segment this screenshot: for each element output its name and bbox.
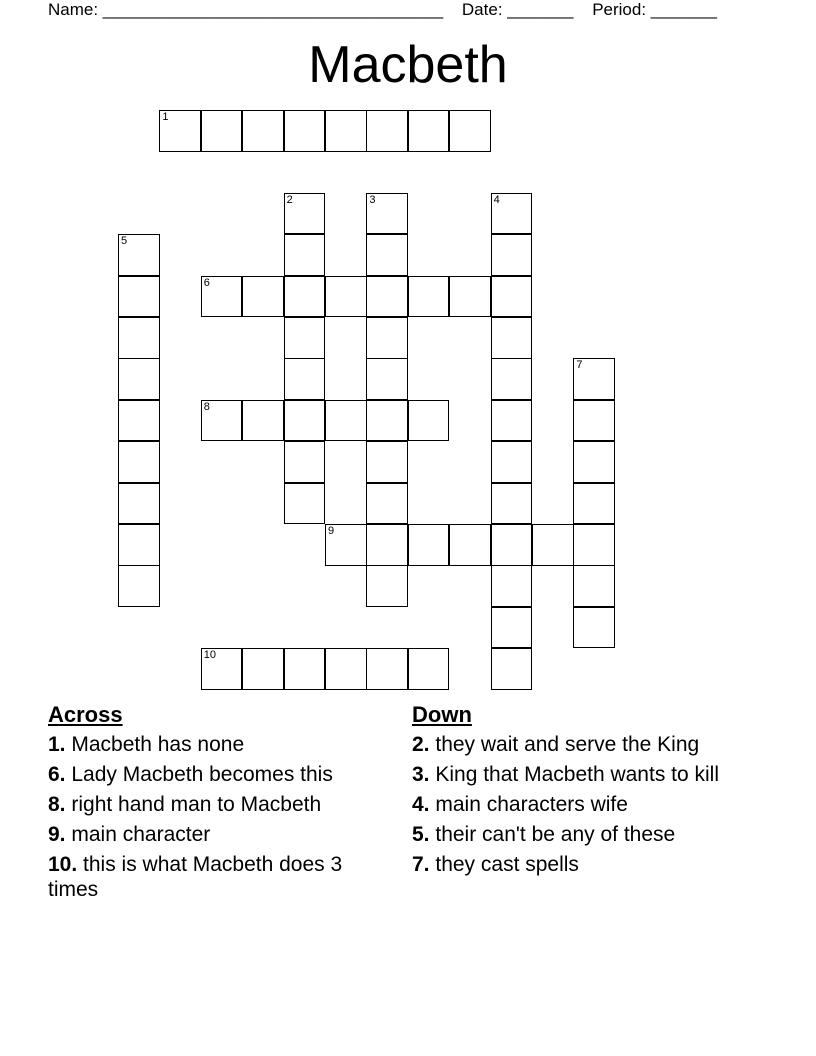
grid-cell[interactable] (532, 524, 574, 566)
clue-text: main characters wife (435, 793, 628, 816)
clue-text: main character (71, 823, 211, 846)
clue-across-9 (48, 822, 398, 847)
grid-cell[interactable] (118, 483, 160, 525)
clue-text: right hand man to Macbeth (71, 793, 322, 816)
grid-cell[interactable] (366, 358, 408, 400)
grid-cell[interactable] (491, 317, 533, 359)
grid-cell[interactable] (201, 648, 243, 690)
grid-cell[interactable] (242, 110, 284, 152)
cell-number: 1 (162, 111, 169, 123)
grid-cell[interactable] (284, 358, 326, 400)
grid-cell[interactable] (491, 648, 533, 690)
grid-cell[interactable] (366, 400, 408, 442)
clue-text: King that Macbeth wants to kill (435, 763, 720, 786)
period-field[interactable]: Period: _______ (592, 0, 717, 19)
grid-cell[interactable] (449, 110, 491, 152)
grid-cell[interactable] (118, 234, 160, 276)
clue-across-6 (48, 762, 398, 787)
grid-cell[interactable] (491, 193, 533, 235)
cell-number: 2 (286, 193, 293, 206)
grid-cell[interactable] (366, 234, 408, 276)
grid-cell[interactable] (408, 524, 450, 566)
grid-cell[interactable] (284, 441, 326, 483)
grid-cell[interactable] (118, 358, 160, 400)
grid-cell[interactable] (408, 276, 450, 318)
clue-across-10 (48, 852, 398, 902)
grid-cell[interactable] (284, 317, 326, 359)
clue-text: Lady Macbeth becomes this (71, 763, 333, 786)
grid-cell[interactable] (573, 607, 615, 649)
down-heading: Down (412, 702, 472, 727)
grid-cell[interactable] (491, 607, 533, 649)
grid-cell[interactable] (325, 276, 367, 318)
cell-number: 9 (328, 525, 335, 537)
grid-cell[interactable] (408, 400, 450, 442)
grid-cell[interactable] (118, 524, 160, 566)
grid-cell[interactable] (491, 483, 533, 525)
grid-cell[interactable] (284, 483, 326, 525)
grid-cell[interactable] (491, 524, 533, 566)
grid-cell[interactable] (573, 483, 615, 525)
clue-down-4 (412, 792, 752, 817)
grid-cell[interactable] (325, 400, 367, 442)
grid-cell[interactable] (118, 400, 160, 442)
grid-cell[interactable] (201, 110, 243, 152)
grid-cell[interactable] (573, 565, 615, 607)
grid-cell[interactable] (201, 400, 243, 442)
grid-cell[interactable] (573, 441, 615, 483)
cell-number: 4 (493, 193, 500, 206)
clue-text: they wait and serve the King (435, 733, 700, 756)
clue-down-2 (412, 732, 752, 757)
clue-number: 4. (412, 793, 430, 816)
grid-cell[interactable] (118, 565, 160, 607)
cell-number: 6 (203, 276, 210, 289)
clue-text: their can't be any of these (435, 823, 676, 846)
grid-cell[interactable] (242, 400, 284, 442)
clue-text: this is what Macbeth does 3 times (48, 853, 343, 901)
grid-cell[interactable] (366, 565, 408, 607)
grid-cell[interactable] (366, 524, 408, 566)
page-title: Macbeth (308, 36, 508, 94)
grid-cell[interactable] (325, 648, 367, 690)
grid-cell[interactable] (284, 110, 326, 152)
grid-cell[interactable] (325, 110, 367, 152)
grid-cell[interactable] (159, 110, 201, 152)
grid-cell[interactable] (284, 276, 326, 318)
grid-cell[interactable] (118, 441, 160, 483)
grid-cell[interactable] (201, 276, 243, 318)
clue-text: Macbeth has none (71, 733, 245, 756)
grid-cell[interactable] (491, 441, 533, 483)
clue-down-3 (412, 762, 752, 787)
date-field[interactable]: Date: _______ (461, 0, 574, 19)
cell-number: 3 (369, 193, 376, 206)
grid-cell[interactable] (366, 276, 408, 318)
clue-text: they cast spells (435, 853, 579, 876)
clue-number: 7. (412, 853, 430, 876)
clue-number: 6. (48, 763, 66, 786)
clue-down-5 (412, 822, 752, 847)
clue-number: 5. (412, 823, 430, 846)
clue-number: 9. (48, 823, 66, 846)
grid-cell[interactable] (573, 400, 615, 442)
grid-cell[interactable] (491, 276, 533, 318)
grid-cell[interactable] (366, 483, 408, 525)
grid-cell[interactable] (366, 441, 408, 483)
clue-across-8 (48, 792, 398, 817)
grid-cell[interactable] (449, 276, 491, 318)
across-clues (48, 702, 398, 907)
grid-cell[interactable] (284, 234, 326, 276)
grid-cell[interactable] (366, 193, 408, 235)
grid-cell[interactable] (491, 234, 533, 276)
clue-number: 10. (48, 853, 78, 876)
grid-cell[interactable] (242, 276, 284, 318)
grid-cell[interactable] (242, 648, 284, 690)
clue-number: 3. (412, 763, 430, 786)
grid-cell[interactable] (408, 110, 450, 152)
grid-cell[interactable] (366, 648, 408, 690)
name-field[interactable]: Name: ____________________________________ (48, 0, 444, 19)
grid-cell[interactable] (573, 358, 615, 400)
clue-across-1 (48, 732, 398, 757)
grid-cell[interactable] (366, 110, 408, 152)
grid-cell[interactable] (284, 400, 326, 442)
clue-number: 2. (412, 733, 430, 756)
grid-cell[interactable] (284, 193, 326, 235)
grid-cell[interactable] (325, 524, 367, 566)
grid-cell[interactable] (449, 524, 491, 566)
cell-number: 5 (121, 235, 128, 248)
grid-cell[interactable] (284, 648, 326, 690)
grid-cell[interactable] (408, 648, 450, 690)
down-clues (412, 702, 752, 882)
grid-cell[interactable] (491, 358, 533, 400)
clue-number: 8. (48, 793, 66, 816)
grid-cell[interactable] (491, 400, 533, 442)
cell-number: 10 (203, 649, 217, 662)
grid-cell[interactable] (491, 565, 533, 607)
clue-down-7 (412, 852, 752, 877)
grid-cell[interactable] (118, 317, 160, 359)
grid-cell[interactable] (573, 524, 615, 566)
grid-cell[interactable] (366, 317, 408, 359)
cell-number: 7 (576, 359, 583, 372)
cell-number: 8 (203, 400, 210, 413)
clue-number: 1. (48, 733, 66, 756)
across-heading: Across (48, 702, 123, 727)
grid-cell[interactable] (118, 276, 160, 318)
